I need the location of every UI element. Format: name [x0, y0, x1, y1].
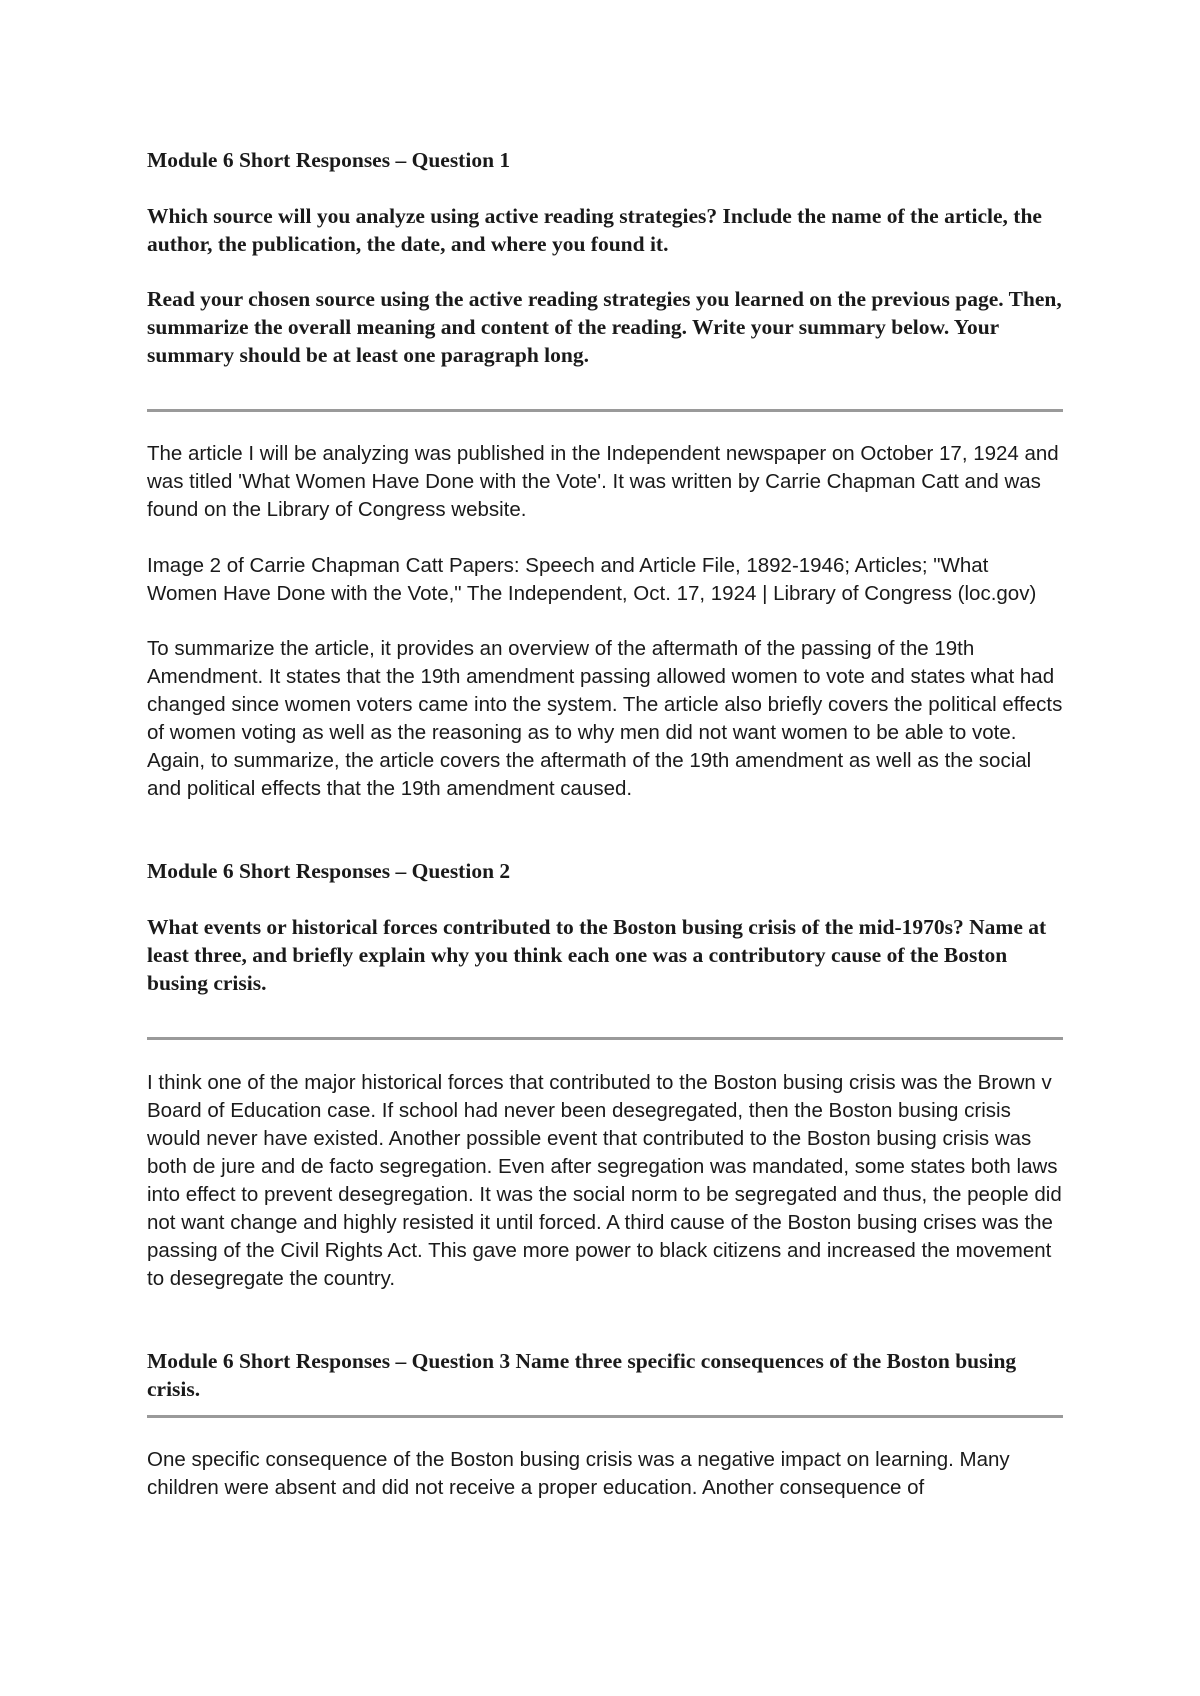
question-1-answer-paragraph: The article I will be analyzing was published in the Independent newspaper on October 17, 1924 and was titled 'What Women Have Done with the Vote'. It was written by Carrie Chapman Catt and was found on the Library of Congress website.: [147, 442, 1059, 521]
question-1-citation: Image 2 of Carrie Chapman Catt Papers: Speech and Article File, 1892-1946; Articles; "What Women Have Done with the Vote," The Independent, Oct. 17, 1924 | Library of Congress (loc.gov): [147, 554, 1037, 605]
question-2-prompt: What events or historical forces contributed to the Boston busing crisis of the mid-1970s? Name at least three, and briefly explain why you think each one was a contributory cause of the Boston busing crisis.: [147, 915, 1047, 995]
question-1-prompt-summary: Read your chosen source using the active reading strategies you learned on the previous page. Then, summarize the overall meaning and content of the reading. Write your summary below. Your summary should be at least one paragraph long.: [147, 287, 1062, 367]
question-1-summary-paragraph: To summarize the article, it provides an overview of the aftermath of the passing of the 19th Amendment. It states that the 19th amendment passing allowed women to vote and states what had changed since women voters came into the system. The article also briefly covers the political effects of women voting as well as the reasoning as to why men did not want women to be able to vote. Again, to summarize, the article covers the aftermath of the 19th amendment as well as the social and political effects that the 19th amendment caused.: [147, 637, 1063, 800]
question-1-prompt-source: Which source will you analyze using active reading strategies? Include the name of the article, the author, the publication, the date, and where you found it.: [147, 204, 1042, 256]
document-body: [147, 146, 1063, 1502]
question-3-heading: Module 6 Short Responses – Question 3 Name three specific consequences of the Boston busing crisis.: [147, 1349, 1017, 1401]
question-3-answer: One specific consequence of the Boston busing crisis was a negative impact on learning. Many children were absent and did not receive a proper education. Another consequence of: [147, 1448, 1010, 1499]
question-1-heading: Module 6 Short Responses – Question 1: [147, 148, 511, 172]
question-2-answer: I think one of the major historical forces that contributed to the Boston busing crisis was the Brown v Board of Education case. If school had never been desegregated, then the Boston busing crisis would never have existed. Another possible event that contributed to the Boston busing crisis was both de jure and de facto segregation. Even after segregation was mandated, some states both laws into effect to prevent desegregation. It was the social norm to be segregated and thus, the people did not want change and highly resisted it until forced. A third cause of the Boston busing crises was the passing of the Civil Rights Act. This gave more power to black citizens and increased the movement to desegregate the country.: [147, 1071, 1062, 1290]
question-2-heading: Module 6 Short Responses – Question 2: [147, 859, 511, 883]
